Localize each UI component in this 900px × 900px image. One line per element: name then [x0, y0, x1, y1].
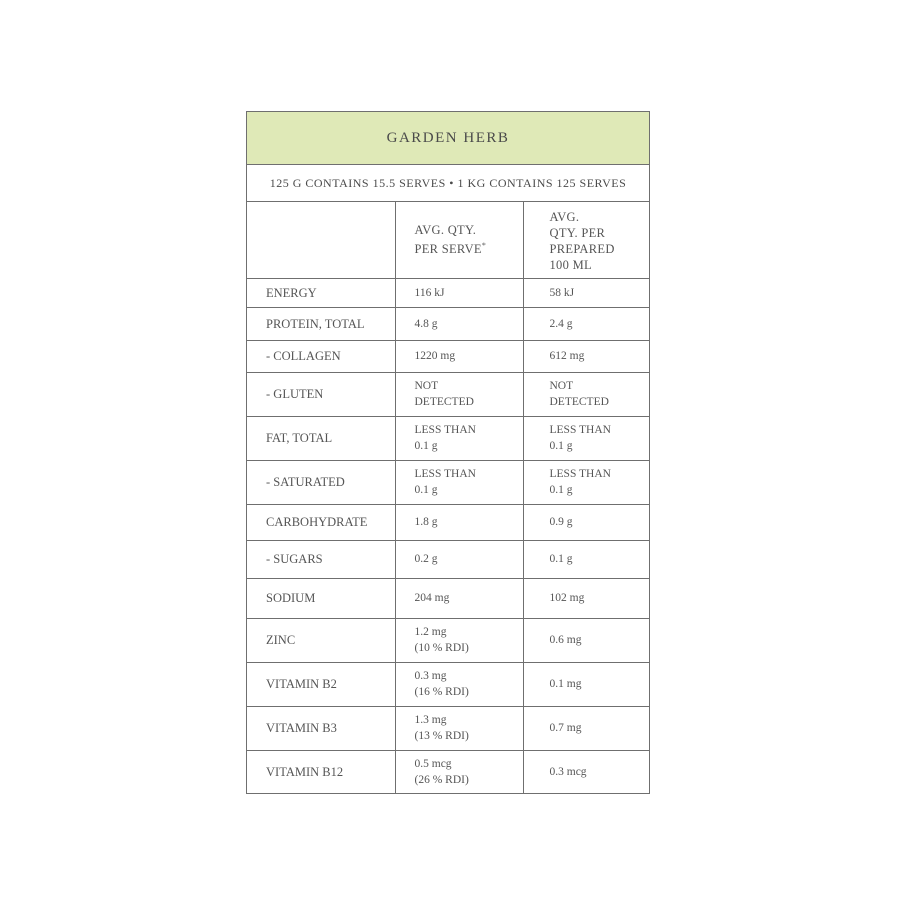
per-100ml-value — [523, 706, 649, 750]
table-row — [247, 662, 649, 706]
per-100ml-line: 102 mg — [549, 592, 585, 604]
per-serve-line: 204 mg — [414, 592, 450, 604]
table-row — [247, 706, 649, 750]
per-100ml-value — [523, 578, 649, 618]
nutrient-name: CARBOHYDRATE — [247, 504, 395, 540]
nutrient-name: SODIUM — [247, 578, 395, 618]
per-serve-line: 0.1 g — [414, 484, 438, 496]
per-100ml-line: 2.4 g — [549, 317, 573, 330]
per-serve-value — [395, 416, 523, 460]
nutrient-name: FAT, TOTAL — [247, 416, 395, 460]
per-serve-value — [395, 750, 523, 793]
table-row — [247, 540, 649, 578]
header-row — [247, 202, 649, 278]
per-serve-value — [395, 340, 523, 372]
per-100ml-value — [523, 340, 649, 372]
per-serve-value — [395, 460, 523, 504]
table-row — [247, 460, 649, 504]
nutrient-name: VITAMIN B2 — [247, 662, 395, 706]
per-serve-line: (26 % RDI) — [414, 773, 469, 786]
header-nutrient — [247, 202, 395, 278]
table-row — [247, 372, 649, 416]
serves-info: 125 G CONTAINS 15.5 SERVES • 1 KG CONTAINS 125 SERVES — [247, 165, 649, 202]
table-row — [247, 504, 649, 540]
per-serve-line: 4.8 g — [414, 317, 438, 330]
per-100ml-value — [523, 278, 649, 307]
nutrient-name: VITAMIN B12 — [247, 750, 395, 793]
per-serve-line: (10 % RDI) — [414, 642, 469, 654]
per-serve-value — [395, 278, 523, 307]
per-100ml-value — [523, 750, 649, 793]
per-serve-line: (13 % RDI) — [414, 730, 469, 742]
per-serve-line: 0.1 g — [414, 440, 438, 452]
per-serve-line: 0.3 mg — [414, 670, 447, 682]
per-100ml-line: 0.3 mcg — [549, 765, 587, 778]
per-serve-line: 1.8 g — [414, 516, 438, 528]
table-row — [247, 750, 649, 793]
per-serve-line: 1220 mg — [414, 350, 456, 362]
header-per-100ml-line3: PREPARED — [549, 242, 615, 256]
per-serve-line: 116 kJ — [414, 286, 445, 299]
per-100ml-value — [523, 504, 649, 540]
per-100ml-line: 0.7 mg — [549, 722, 582, 734]
per-serve-value — [395, 706, 523, 750]
per-100ml-line: 0.6 mg — [549, 634, 582, 646]
nutrient-name: PROTEIN, TOTAL — [247, 307, 395, 340]
nutrient-name: VITAMIN B3 — [247, 706, 395, 750]
nutrition-table — [247, 202, 649, 793]
per-serve-value — [395, 578, 523, 618]
table-row — [247, 307, 649, 340]
per-100ml-value — [523, 540, 649, 578]
per-serve-line: 1.2 mg — [414, 626, 447, 638]
header-per-serve-line2: PER SERVE* — [414, 241, 487, 257]
per-serve-line: NOT — [414, 380, 439, 392]
per-100ml-line: 58 kJ — [549, 286, 575, 299]
nutrient-name: - GLUTEN — [247, 372, 395, 416]
header-per-serve-line1: AVG. QTY. — [414, 223, 477, 238]
footnote-mark: * — [481, 241, 487, 251]
per-100ml-line: DETECTED — [549, 396, 609, 408]
nutrient-name: - SUGARS — [247, 540, 395, 578]
nutrient-name: - COLLAGEN — [247, 340, 395, 372]
per-100ml-line: 612 mg — [549, 350, 585, 362]
header-per-serve — [395, 202, 523, 278]
per-serve-line: DETECTED — [414, 396, 474, 408]
nutrient-name: ENERGY — [247, 278, 395, 307]
table-row — [247, 340, 649, 372]
table-row — [247, 278, 649, 307]
per-serve-line: (16 % RDI) — [414, 686, 469, 698]
per-100ml-line: 0.1 mg — [549, 678, 582, 690]
per-100ml-line: 0.1 g — [549, 484, 573, 496]
per-serve-value — [395, 618, 523, 662]
per-serve-value — [395, 307, 523, 340]
header-per-100ml-line2: QTY. PER — [549, 226, 606, 240]
per-serve-line: 0.2 g — [414, 553, 438, 565]
nutrient-name: ZINC — [247, 618, 395, 662]
per-100ml-line: 0.1 g — [549, 440, 573, 452]
per-serve-line: 1.3 mg — [414, 714, 447, 726]
per-100ml-line: 0.9 g — [549, 516, 573, 528]
table-row — [247, 618, 649, 662]
product-title: GARDEN HERB — [247, 112, 649, 165]
per-serve-value — [395, 540, 523, 578]
per-100ml-line: NOT — [549, 380, 574, 392]
per-serve-value — [395, 662, 523, 706]
per-100ml-line: LESS THAN — [549, 424, 611, 436]
table-row — [247, 416, 649, 460]
per-serve-value — [395, 372, 523, 416]
per-100ml-value — [523, 372, 649, 416]
per-100ml-line: 0.1 g — [549, 553, 573, 565]
per-100ml-value — [523, 662, 649, 706]
nutrition-panel — [246, 111, 650, 794]
per-serve-line: 0.5 mcg — [414, 757, 452, 770]
per-100ml-value — [523, 416, 649, 460]
header-per-100ml — [523, 202, 649, 278]
per-serve-line: LESS THAN — [414, 468, 476, 480]
per-100ml-value — [523, 618, 649, 662]
per-100ml-value — [523, 460, 649, 504]
table-row — [247, 578, 649, 618]
per-serve-line: LESS THAN — [414, 424, 476, 436]
header-per-100ml-line4: 100 ML — [549, 258, 592, 272]
per-100ml-value — [523, 307, 649, 340]
per-serve-value — [395, 504, 523, 540]
header-per-100ml-line1: AVG. — [549, 210, 580, 224]
nutrient-name: - SATURATED — [247, 460, 395, 504]
per-100ml-line: LESS THAN — [549, 468, 611, 480]
